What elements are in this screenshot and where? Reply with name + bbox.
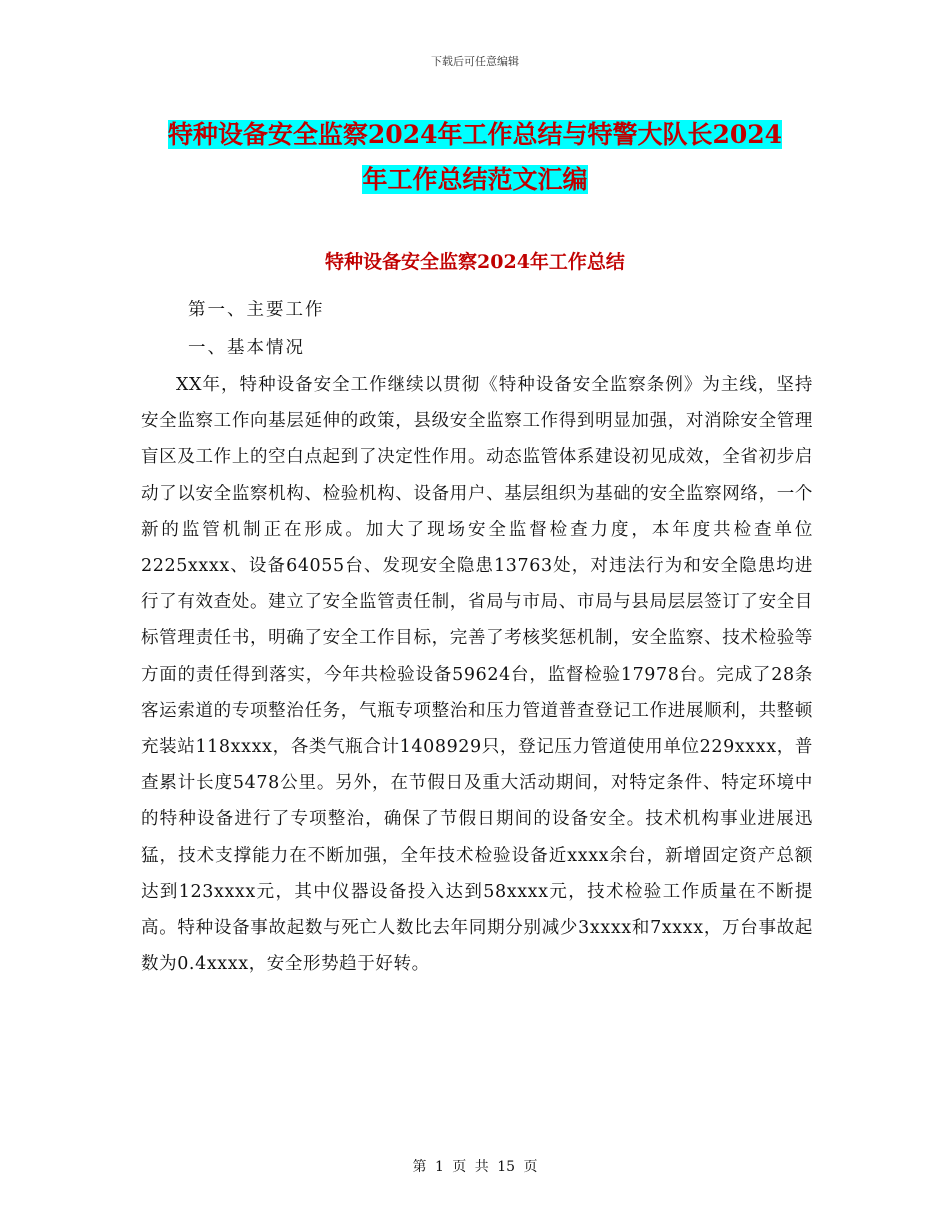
header-note: 下载后可任意编辑	[431, 55, 519, 68]
document-title-line-2: 年工作总结范文汇编	[362, 165, 588, 194]
document-title-line-1: 特种设备安全监察2024年工作总结与特警大队长2024	[167, 120, 783, 149]
section-title: 特种设备安全监察2024年工作总结	[325, 251, 625, 273]
heading-basic-situation: 一、基本情况	[188, 338, 305, 358]
page-number: 第 1 页 共 15 页	[412, 1159, 538, 1175]
document-title	[140, 112, 810, 202]
body-paragraph: XX年，特种设备安全工作继续以贯彻《特种设备安全监察条例》为主线，坚持安全监察工作向基层延伸的政策，县级安全监察工作得到明显加强，对消除安全管理盲区及工作上的空白点起到了决定性作用。动态监管体系建设初见成效，全省初步启动了以安全监察机构、检验机构、设备用户、基层组织为基础的安全监察网络，一个新的监管机制正在形成。加大了现场安全监督检查力度，本年度共检查单位2225xxxx、设备64055台、发现安全隐患13763处，对违法行为和安全隐患均进行了有效查处。建立了安全监管责任制，省局与市局、市局与县局层层签订了安全目标管理责任书，明确了安全工作目标，完善了考核奖惩机制，安全监察、技术检验等方面的责任得到落实，今年共检验设备59624台，监督检验17978台。完成了28条客运索道的专项整治任务，气瓶专项整治和压力管道普查登记工作进展顺利，共整顿充装站118xxxx，各类气瓶合计1408929只，登记压力管道使用单位229xxxx，普查累计长度5478公里。另外，在节假日及重大活动期间，对特定条件、特定环境中的特种设备进行了专项整治，确保了节假日期间的设备安全。技术机构事业进展迅猛，技术支撑能力在不断加强，全年技术检验设备近xxxx余台，新增固定资产总额达到123xxxx元，其中仪器设备投入达到58xxxx元，技术检验工作质量在不断提高。特种设备事故起数与死亡人数比去年同期分别减少3xxxx和7xxxx，万台事故起数为0.4xxxx，安全形势趋于好转。	[141, 375, 813, 975]
heading-main-work: 第一、主要工作	[188, 300, 325, 320]
